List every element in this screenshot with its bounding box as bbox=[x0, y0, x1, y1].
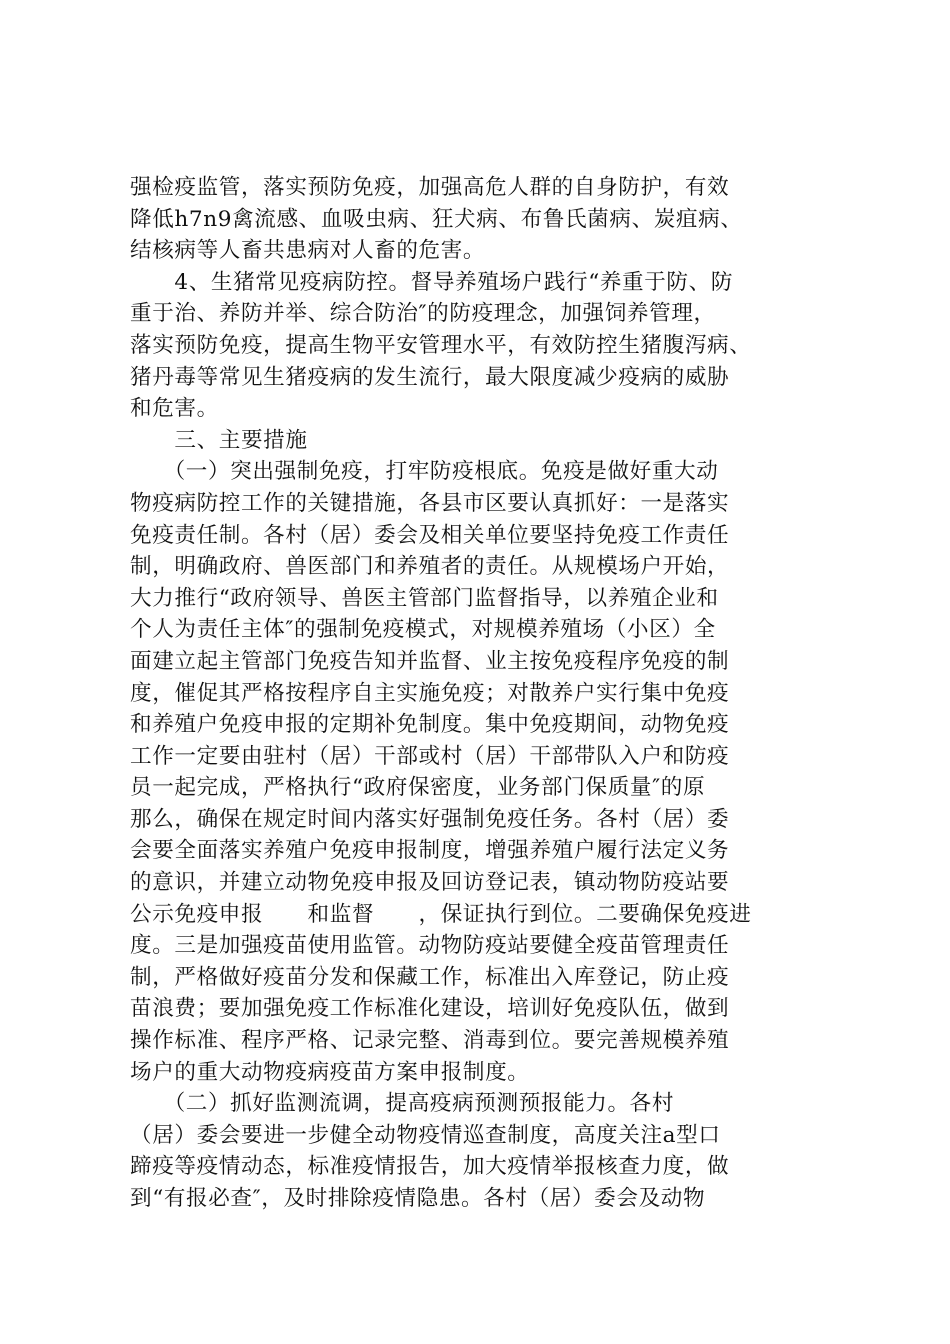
text-line: 制，明确政府、兽医部门和养殖者的责任。从规模场户开始， bbox=[130, 554, 730, 580]
section-heading: 三、主要措施 bbox=[130, 427, 308, 453]
text-line: 和危害。 bbox=[130, 396, 219, 422]
text-line: 降低h7n9禽流感、血吸虫病、狂犬病、布鲁氏菌病、炭疽病、 bbox=[130, 206, 743, 232]
body-text bbox=[130, 172, 830, 1215]
text-line: 物疫病防控工作的关键措施，各县市区要认真抓好：一是落实 bbox=[130, 490, 730, 516]
text-line: （居）委会要进一步健全动物疫情巡查制度，高度关注a型口 bbox=[130, 1122, 721, 1148]
text-line: 强检疫监管，落实预防免疫，加强高危人群的自身防护，有效 bbox=[130, 175, 730, 200]
text-line: 苗浪费；要加强免疫工作标准化建设，培训好免疫队伍，做到 bbox=[130, 996, 730, 1022]
text-line: 和养殖户免疫申报的定期补免制度。集中免疫期间，动物免疫 bbox=[130, 712, 730, 738]
text-line: 免疫责任制。各村（居）委会及相关单位要坚持免疫工作责任 bbox=[130, 522, 730, 548]
text-line: 猪丹毒等常见生猪疫病的发生流行，最大限度减少疫病的威胁 bbox=[130, 364, 730, 390]
text-line: 工作一定要由驻村（居）干部或村（居）干部带队入户和防疫 bbox=[130, 743, 730, 769]
text-line: 操作标准、程序严格、记录完整、消毒到位。要完善规模养殖 bbox=[130, 1028, 730, 1054]
text-line: 度。三是加强疫苗使用监管。动物防疫站要健全疫苗管理责任 bbox=[130, 933, 730, 959]
text-line: 落实预防免疫，提高生物平安管理水平，有效防控生猪腹泻病、 bbox=[130, 332, 752, 358]
text-line: 大力推行“政府领导、兽医主管部门监督指导，以养殖企业和 bbox=[130, 585, 719, 611]
text-line: 的意识，并建立动物免疫申报及回访登记表，镇动物防疫站要 bbox=[130, 870, 730, 896]
text-line: 度，催促其严格按程序自主实施免疫；对散养户实行集中免疫 bbox=[130, 680, 730, 706]
text-line: 场户的重大动物疫病疫苗方案申报制度。 bbox=[130, 1059, 530, 1085]
text-line: 个人为责任主体″的强制免疫模式，对规模养殖场（小区）全 bbox=[130, 617, 716, 643]
text-line: 会要全面落实养殖户免疫申报制度，增强养殖户履行法定义务 bbox=[130, 838, 730, 864]
text-line: 那么，确保在规定时间内落实好强制免疫任务。各村（居）委 bbox=[130, 806, 730, 832]
text-line: （一）突出强制免疫，打牢防疫根底。免疫是做好重大动 bbox=[130, 459, 719, 485]
text-line: 结核病等人畜共患病对人畜的危害。 bbox=[130, 238, 486, 264]
text-line: 面建立起主管部门免疫告知并监督、业主按免疫程序免疫的制 bbox=[130, 648, 730, 674]
text-line: 4、生猪常见疫病防控。督导养殖场户践行“养重于防、防 bbox=[130, 269, 734, 295]
text-line: 员一起完成，严格执行“政府保密度，业务部门保质量″的原 bbox=[130, 775, 706, 801]
text-line: 公示免疫申报 和监督 ，保证执行到位。二要确保免疫进 bbox=[130, 901, 752, 927]
text-line: （二）抓好监测流调，提高疫病预测预报能力。各村 bbox=[130, 1091, 675, 1117]
text-line: 到“有报必查″，及时排除疫情隐患。各村（居）委会及动物 bbox=[130, 1186, 706, 1211]
text-line: 蹄疫等疫情动态，标准疫情报告，加大疫情举报核查力度，做 bbox=[130, 1154, 730, 1180]
text-line: 重于治、养防并举、综合防治″的防疫理念，加强饲养管理， bbox=[130, 301, 716, 327]
text-line: 制，严格做好疫苗分发和保藏工作，标准出入库登记，防止疫 bbox=[130, 964, 730, 990]
